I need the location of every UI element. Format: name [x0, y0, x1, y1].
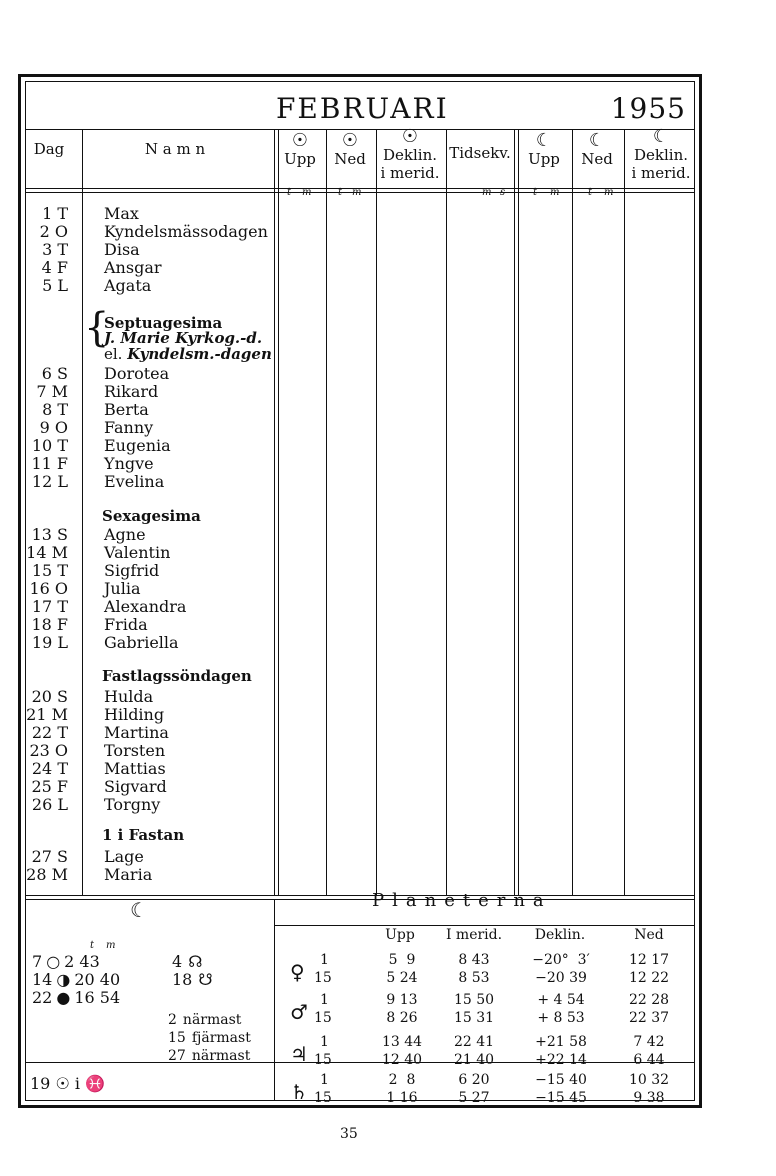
- day-cell: 15 T: [31, 561, 68, 580]
- name-cell: Agata: [104, 276, 152, 295]
- col-divider: [446, 129, 447, 895]
- name-cell: Sigvard: [104, 777, 167, 796]
- planet-value: 22 28: [628, 992, 670, 1008]
- day-cell: 18 F: [31, 615, 68, 634]
- planet-value: 22 37: [628, 1010, 670, 1026]
- day-cell: 19 L: [31, 633, 68, 652]
- moon-phase: 7 ○ 2 43: [32, 952, 100, 971]
- planet-date: 1: [320, 992, 329, 1008]
- name-cell: Fanny: [104, 418, 154, 437]
- name-cell: Frida: [104, 615, 148, 634]
- moon-node: 18 ☋: [172, 970, 213, 989]
- planet-icon: ♂: [290, 1000, 308, 1024]
- planet-value: 5 27: [458, 1090, 490, 1106]
- day-cell: 9 O: [39, 418, 68, 437]
- moon-distance-row: 15 fjärmast: [168, 1030, 251, 1046]
- col-divider: [624, 129, 625, 895]
- day-cell: 27 S: [31, 847, 68, 866]
- planet-value: 13 44: [381, 1034, 423, 1050]
- day-cell: 1 T: [42, 204, 68, 223]
- day-cell: 16 O: [29, 579, 68, 598]
- header-moon-rise: ☾ Upp: [518, 132, 570, 168]
- sunday-13-title: Sexagesima: [102, 507, 201, 525]
- year-title: 1955: [610, 92, 686, 125]
- planet-header-upp: Upp: [385, 927, 415, 943]
- moon-section-icon: ☾: [130, 898, 148, 922]
- day-cell: 2 O: [39, 222, 68, 241]
- planet-header-merid: I merid.: [445, 927, 503, 943]
- planet-value: 22 41: [453, 1034, 495, 1050]
- day-cell: 6 S: [41, 364, 68, 383]
- planet-date: 15: [314, 1052, 332, 1068]
- planet-value: 15 31: [453, 1010, 495, 1026]
- day-cell: 14 M: [26, 543, 68, 562]
- page-number: 35: [340, 1126, 358, 1142]
- name-cell: Maria: [104, 865, 153, 884]
- header-sun-rise: ☉ Upp: [276, 132, 324, 168]
- planet-value: 12 17: [628, 952, 670, 968]
- name-cell: Dorotea: [104, 364, 170, 383]
- name-cell: Berta: [104, 400, 149, 419]
- planet-value: 21 40: [453, 1052, 495, 1068]
- col-divider: [274, 129, 275, 895]
- planet-value: 8 53: [458, 970, 490, 986]
- planet-value: 8 26: [386, 1010, 418, 1026]
- name-cell: Eugenia: [104, 436, 171, 455]
- planet-header-deklin: Deklin.: [534, 927, 586, 943]
- day-cell: 4 F: [41, 258, 68, 277]
- day-cell: 10 T: [31, 436, 68, 455]
- planet-value: + 8 53: [537, 1010, 585, 1026]
- planet-value: 7 42: [633, 1034, 665, 1050]
- planet-value: 9 38: [633, 1090, 665, 1106]
- day-cell: 8 T: [42, 400, 68, 419]
- name-cell: Kyndelsmässodagen: [104, 222, 268, 241]
- day-cell: 7 M: [36, 382, 68, 401]
- name-cell: Valentin: [104, 543, 171, 562]
- name-cell: Max: [104, 204, 139, 223]
- col-divider: [82, 129, 83, 895]
- planet-value: −20 39: [535, 970, 587, 986]
- name-cell: Evelina: [104, 472, 165, 491]
- header-moon-set: ☾ Ned: [572, 132, 622, 168]
- month-title: FEBRUARI: [276, 92, 449, 125]
- name-cell: Yngve: [104, 454, 154, 473]
- col-divider: [376, 129, 377, 895]
- day-cell: 26 L: [31, 795, 68, 814]
- header-sun-decl: ☉ Deklin. i merid.: [376, 128, 444, 182]
- sun-ingress: 19 ☉ i ♓: [30, 1074, 106, 1093]
- planet-value: + 4 54: [537, 992, 585, 1008]
- planet-value: +22 14: [535, 1052, 587, 1068]
- name-cell: Gabriella: [104, 633, 179, 652]
- planet-value: −20° 3′: [532, 952, 590, 968]
- sun-icon: ☉: [291, 130, 309, 151]
- planet-value: 9 13: [386, 992, 418, 1008]
- col-divider: [326, 129, 327, 895]
- planet-value: 12 40: [381, 1052, 423, 1068]
- planet-date: 15: [314, 1090, 332, 1106]
- moon-icon: ☾: [535, 130, 553, 151]
- moon-icon: ☾: [652, 126, 670, 147]
- day-cell: 3 T: [42, 240, 68, 259]
- name-cell: Hilding: [104, 705, 165, 724]
- planet-value: 5 24: [386, 970, 418, 986]
- planet-date: 1: [320, 1072, 329, 1088]
- day-cell: 23 O: [29, 741, 68, 760]
- col-divider: [278, 129, 279, 895]
- planet-value: +21 58: [535, 1034, 587, 1050]
- day-cell: 24 T: [31, 759, 68, 778]
- header-moon-decl: ☾ Deklin. i merid.: [624, 128, 698, 182]
- planet-icon: ♀: [290, 960, 305, 984]
- name-cell: Ansgar: [104, 258, 162, 277]
- moon-distance-row: 2 närmast: [168, 1012, 242, 1028]
- sunday-27-title: 1 i Fastan: [102, 826, 185, 844]
- planet-date: 15: [314, 970, 332, 986]
- moon-distance-row: 27 närmast: [168, 1048, 251, 1064]
- moon-phase: 14 ◑ 20 40: [32, 970, 121, 989]
- header-dag: Dag: [33, 140, 65, 158]
- name-cell: Martina: [104, 723, 169, 742]
- name-cell: Hulda: [104, 687, 154, 706]
- day-cell: 25 F: [31, 777, 68, 796]
- moon-icon: ☾: [588, 130, 606, 151]
- planet-value: 1 16: [386, 1090, 418, 1106]
- planet-value: 6 44: [633, 1052, 665, 1068]
- planet-value: 2 8: [388, 1072, 416, 1088]
- moon-node: 4 ☊: [172, 952, 203, 971]
- day-cell: 21 M: [26, 705, 68, 724]
- name-cell: Torgny: [104, 795, 161, 814]
- sun-icon: ☉: [401, 126, 419, 147]
- day-cell: 22 T: [31, 723, 68, 742]
- name-cell: Rikard: [104, 382, 159, 401]
- planet-value: 6 20: [458, 1072, 490, 1088]
- col-divider: [514, 129, 515, 895]
- planet-value: 8 43: [458, 952, 490, 968]
- name-cell: Julia: [104, 579, 141, 598]
- rule: [26, 895, 694, 896]
- name-cell: Sigfrid: [104, 561, 160, 580]
- planet-value: 15 50: [453, 992, 495, 1008]
- moon-phase: 22 ● 16 54: [32, 988, 121, 1007]
- planet-date: 15: [314, 1010, 332, 1026]
- col-divider: [518, 129, 519, 895]
- name-cell: Agne: [104, 525, 146, 544]
- day-cell: 28 M: [26, 865, 68, 884]
- name-cell: Lage: [104, 847, 144, 866]
- planet-header-ned: Ned: [634, 927, 664, 943]
- col-divider: [274, 899, 275, 1100]
- name-cell: Torsten: [104, 741, 166, 760]
- name-cell: Mattias: [104, 759, 166, 778]
- header-eq-time: Tidsekv.: [449, 144, 511, 162]
- planet-date: 1: [320, 1034, 329, 1050]
- day-cell: 5 L: [42, 276, 68, 295]
- day-cell: 11 F: [31, 454, 68, 473]
- col-divider: [572, 129, 573, 895]
- day-cell: 20 S: [31, 687, 68, 706]
- planets-title: Planeterna: [372, 890, 552, 911]
- day-cell: 13 S: [31, 525, 68, 544]
- name-cell: Disa: [104, 240, 140, 259]
- day-cell: 17 T: [31, 597, 68, 616]
- day-cell: 12 L: [31, 472, 68, 491]
- planet-value: 12 22: [628, 970, 670, 986]
- planet-value: 5 9: [388, 952, 416, 968]
- name-cell: Alexandra: [104, 597, 187, 616]
- planet-value: −15 45: [535, 1090, 587, 1106]
- planet-icon: ♃: [290, 1042, 308, 1066]
- sun-icon: ☉: [341, 130, 359, 151]
- header-namn: N a m n: [144, 140, 206, 158]
- planet-value: −15 40: [535, 1072, 587, 1088]
- header-sun-set: ☉ Ned: [326, 132, 374, 168]
- planet-date: 1: [320, 952, 329, 968]
- planet-value: 10 32: [628, 1072, 670, 1088]
- planet-icon: ♄: [290, 1080, 308, 1104]
- sunday-20-title: Fastlagssöndagen: [102, 667, 252, 685]
- rule: [26, 899, 694, 900]
